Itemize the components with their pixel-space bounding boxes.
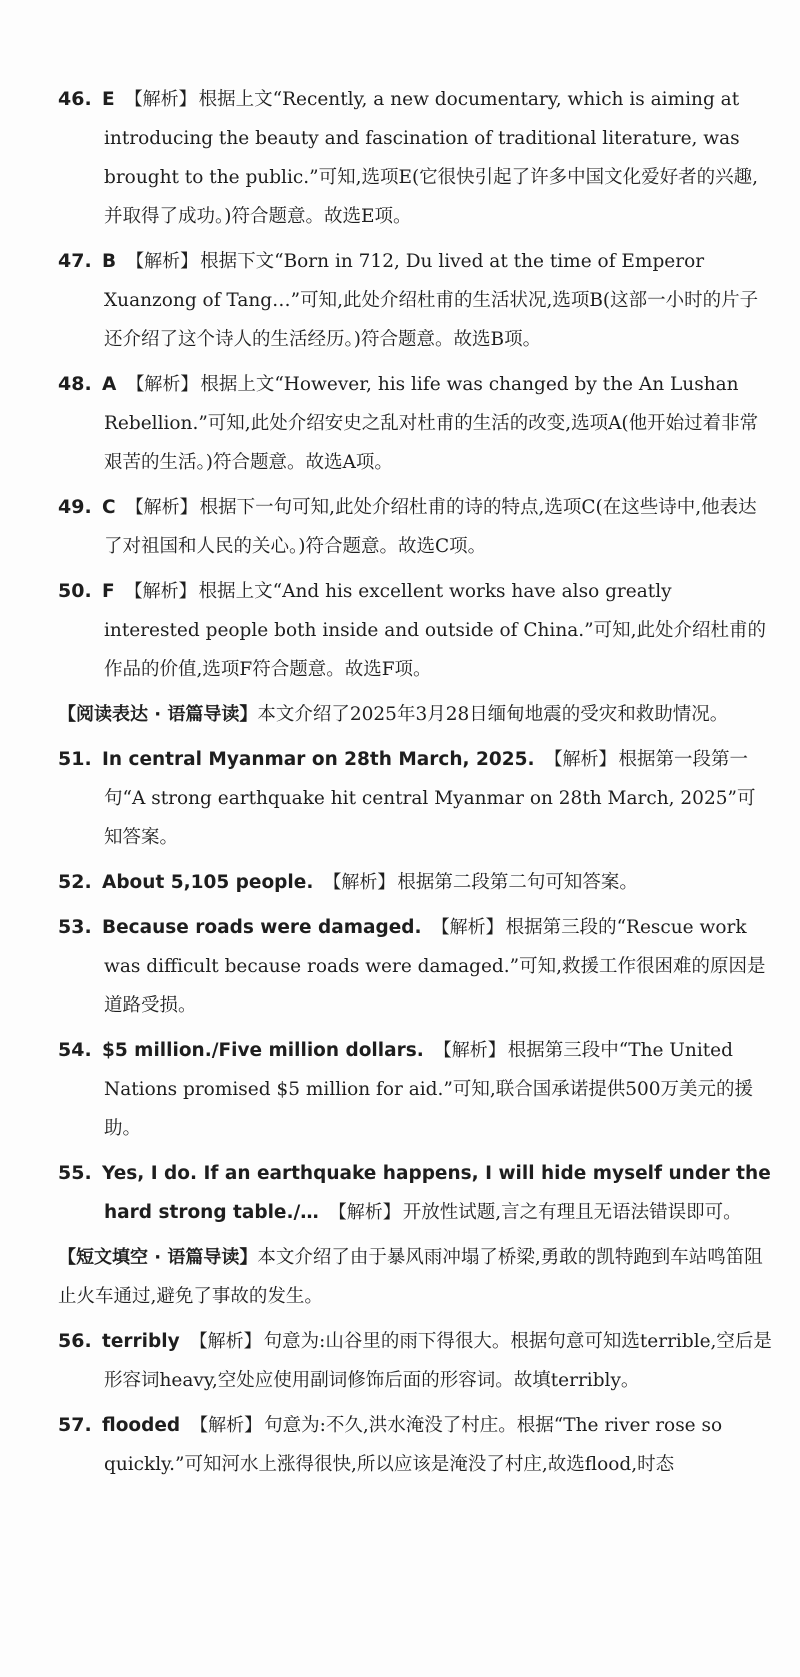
cloze-intro [58,1238,772,1316]
item-answer: $5 million./Five million dollars. [102,1040,424,1061]
answer-item-53 [58,908,772,1025]
item-number: 54. [58,1039,92,1061]
analysis-text: 根据下文“Born in 712, Du lived at the time of Emperor Xuanzong of Tang…”可知,此处介绍杜甫的生活状况,选项B(这部一小时的片子还介绍了这个诗人的生活经历。)符合题意。故选B项。 [104,251,759,350]
item-answer: F [102,581,115,602]
analysis-text: 根据第一段第一句“A strong earthquake hit central Myanmar on 28th March, 2025”可知答案。 [104,749,756,848]
item-answer: E [102,89,115,110]
section-intro-text: 本文介绍了由于暴风雨冲塌了桥梁,勇敢的凯特跑到车站鸣笛阻止火车通过,避免了事故的发生。 [58,1247,763,1307]
answer-item-51 [58,740,772,857]
answer-item-46 [58,80,772,236]
analysis-text: 根据第三段中“The United Nations promised $5 million for aid.”可知,联合国承诺提供500万美元的援助。 [104,1040,754,1139]
analysis-tag: 【解析】 [431,917,504,938]
analysis-tag: 【解析】 [433,1040,506,1061]
section-tag: 【短文填空 · 语篇导读】 [58,1247,258,1268]
item-answer: In central Myanmar on 28th March, 2025. [102,749,535,770]
analysis-text: 根据第三段的“Rescue work was difficult because roads were damaged.”可知,救援工作很困难的原因是道路受损。 [104,917,766,1016]
analysis-text: 句意为:山谷里的雨下得很大。根据句意可知选terrible,空后是形容词heavy,空处应使用副词修饰后面的形容词。故填terribly。 [104,1331,772,1391]
analysis-tag: 【解析】 [323,872,396,893]
item-answer: Because roads were damaged. [102,917,422,938]
item-number: 49. [58,496,92,518]
item-answer: flooded [102,1415,181,1436]
item-answer: A [102,374,117,395]
analysis-tag: 【解析】 [126,374,199,395]
answer-item-56 [58,1322,772,1400]
item-answer: C [102,497,116,518]
analysis-tag: 【解析】 [124,89,197,110]
answer-item-54 [58,1031,772,1148]
answer-item-50 [58,572,772,689]
analysis-tag: 【解析】 [124,581,197,602]
answer-item-48 [58,365,772,482]
analysis-tag: 【解析】 [190,1415,263,1436]
answer-item-52 [58,863,772,902]
analysis-tag: 【解析】 [544,749,617,770]
answer-item-55 [58,1154,772,1232]
answer-item-57 [58,1406,772,1484]
item-number: 48. [58,373,92,395]
analysis-text: 根据上文“Recently, a new documentary, which is aiming at introducing the beauty and fascination of traditional literature, was brought to the public.”可知,选项E(它很快引起了许多中国文化爱好者的兴趣,并取得了成功。)符合题意。故选E项。 [104,89,759,227]
item-number: 50. [58,580,92,602]
analysis-text: 根据下一句可知,此处介绍杜甫的诗的特点,选项C(在这些诗中,他表达了对祖国和人民的关心。)符合题意。故选C项。 [104,497,757,557]
item-answer: B [102,251,117,272]
answer-item-49 [58,488,772,566]
item-number: 47. [58,250,92,272]
item-number: 57. [58,1414,92,1436]
reading-expression-intro [58,695,772,734]
answer-item-47 [58,242,772,359]
item-answer: Yes, I do. If an earthquake happens, I will hide myself under the hard strong table./… [102,1163,771,1223]
item-number: 53. [58,916,92,938]
item-number: 56. [58,1330,92,1352]
item-answer: About 5,105 people. [102,872,314,893]
item-number: 51. [58,748,92,770]
section-intro-text: 本文介绍了2025年3月28日缅甸地震的受灾和救助情况。 [257,704,729,725]
analysis-tag: 【解析】 [189,1331,262,1352]
item-number: 55. [58,1162,92,1184]
analysis-text: 开放性试题,言之有理且无语法错误即可。 [402,1202,742,1223]
section-tag: 【阅读表达 · 语篇导读】 [58,704,258,725]
item-number: 52. [58,871,92,893]
analysis-text: 句意为:不久,洪水淹没了村庄。根据“The river rose so quickly.”可知河水上涨得很快,所以应该是淹没了村庄,故选flood,时态 [104,1415,723,1475]
analysis-text: 根据上文“And his excellent works have also greatly interested people both inside and outside of China.”可知,此处介绍杜甫的作品的价值,选项F符合题意。故选F项。 [104,581,766,680]
analysis-text: 根据上文“However, his life was changed by the An Lushan Rebellion.”可知,此处介绍安史之乱对杜甫的生活的改变,选项A(他开始过着非常艰苦的生活。)符合题意。故选A项。 [104,374,759,473]
analysis-text: 根据第二段第二句可知答案。 [397,872,638,893]
item-answer: terribly [102,1331,180,1352]
analysis-tag: 【解析】 [125,497,198,518]
item-number: 46. [58,88,92,110]
analysis-tag: 【解析】 [126,251,199,272]
analysis-tag: 【解析】 [328,1202,401,1223]
